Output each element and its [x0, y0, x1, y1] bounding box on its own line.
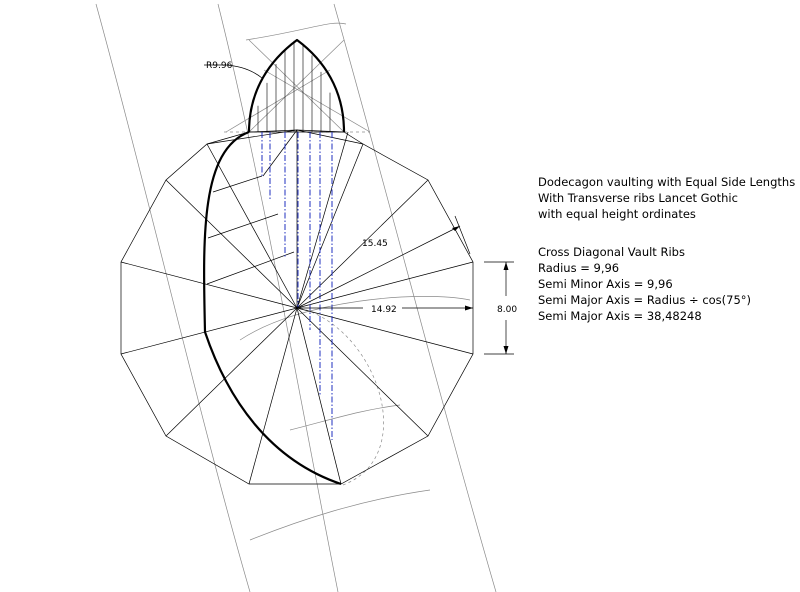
- dimension-diagonal: [297, 216, 470, 308]
- spec-line-1: Cross Diagonal Vault Ribs: [538, 245, 685, 259]
- spoke-5: [121, 308, 297, 354]
- spoke-11: [297, 262, 473, 308]
- spoke-3: [166, 180, 297, 308]
- dimension-radius: [297, 305, 473, 315]
- title-line-2: With Transverse ribs Lancet Gothic: [538, 191, 738, 205]
- guide-curves: [96, 4, 496, 592]
- spec-line-3: Semi Minor Axis = 9,96: [538, 277, 673, 291]
- spoke-6: [166, 308, 297, 436]
- spoke-13: [297, 144, 363, 308]
- lancet-arch: [204, 40, 370, 144]
- arch-hatching: [258, 41, 330, 132]
- spec-line-2: Radius = 9,96: [538, 261, 620, 275]
- diagonal-dimension-value: 15.45: [362, 239, 388, 249]
- arc-radius-label: R9.96: [206, 61, 233, 71]
- spoke-2: [207, 144, 297, 308]
- title-line-1: Dodecagon vaulting with Equal Side Lengths: [538, 175, 796, 189]
- dimension-height: [484, 262, 517, 354]
- spec-line-5: Semi Major Axis = 38,48248: [538, 309, 702, 323]
- spec-line-4: Semi Major Axis = Radius ÷ cos(75°): [538, 293, 752, 307]
- title-line-3: with equal height ordinates: [538, 207, 696, 221]
- spoke-4: [121, 262, 297, 308]
- notes-panel: [538, 174, 796, 324]
- spoke-9: [297, 308, 428, 436]
- radius-dimension-value: 14.92: [371, 305, 397, 315]
- spoke-8: [297, 308, 341, 484]
- transverse-ribs: [207, 130, 348, 308]
- height-dimension-value: 8.00: [497, 305, 518, 315]
